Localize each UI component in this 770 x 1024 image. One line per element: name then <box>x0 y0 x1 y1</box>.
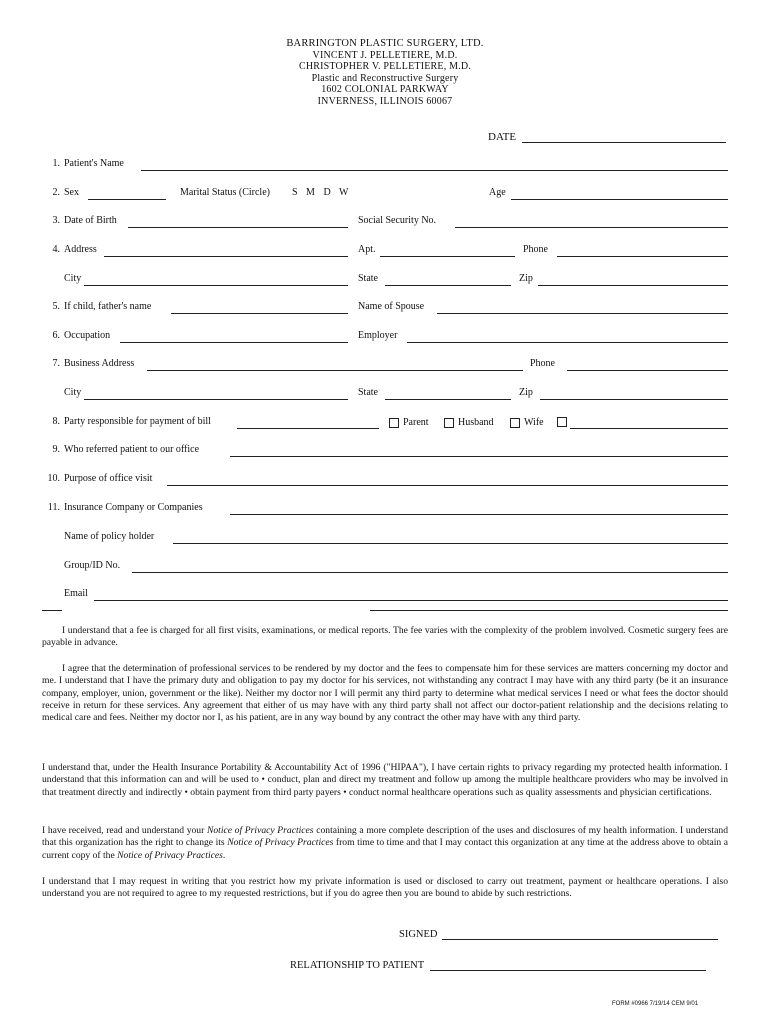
business-zip-label: Zip <box>519 387 533 398</box>
policy-holder-line[interactable] <box>173 531 728 544</box>
row-address <box>0 244 770 260</box>
agreement-text: I agree that the determination of professional services to be rendered by my doctor and the fees to compensate him for these services are matters concerning my doctor and me. I understand that I have the primary duty and obligation to pay my doctor for his services, not withstanding any contract I may have with any third party (be it an insurance company, employer, union, government or the like). Neither my doctor nor I will permit any third party to determine what medical services I need or what fees the doctor should receive in return for these services. Any agreement that either of us may have with any third party shall not affect our doctor-patient relationship and the decisions relating to medical care and fees. Neither my doctor nor I, as his patient, are in any way bound by any contract the other may have with any third party. <box>42 663 728 724</box>
hipaa-paragraph <box>42 762 728 799</box>
privacy-text-1: I have received, read and understand your <box>42 825 207 836</box>
dob-label: Date of Birth <box>64 215 117 226</box>
row-business-address <box>0 358 770 374</box>
business-state-line[interactable] <box>385 387 511 400</box>
privacy-notice-paragraph <box>42 825 728 862</box>
checkbox-icon <box>510 418 520 428</box>
purpose-line[interactable] <box>167 473 728 486</box>
form-footer-code: FORM #0966 7/19/14 CEM 9/01 <box>612 1001 699 1007</box>
city-label: City <box>64 273 82 284</box>
restrictions-paragraph <box>42 876 728 901</box>
divider-left <box>42 610 62 611</box>
other-checkbox[interactable] <box>557 417 571 427</box>
divider-right <box>370 610 728 611</box>
state-label: State <box>358 273 378 284</box>
spouse-label: Name of Spouse <box>358 301 425 312</box>
item-number: 8. <box>52 416 60 427</box>
doctor-name-1: VINCENT J. PELLETIERE, M.D. <box>312 49 458 61</box>
employer-label: Employer <box>358 330 398 341</box>
dob-line[interactable] <box>128 215 348 228</box>
doctor-name-2: CHRISTOPHER V. PELLETIERE, M.D. <box>298 61 472 72</box>
row-group-id <box>0 560 770 576</box>
row-insurance <box>0 502 770 518</box>
city-address: INVERNESS, ILLINOIS 60067 <box>317 95 453 107</box>
row-policy-holder <box>0 531 770 547</box>
marital-options[interactable]: S M D W <box>292 187 349 198</box>
signature-field <box>399 927 718 940</box>
business-phone-label: Phone <box>530 358 555 369</box>
row-business-city-state-zip <box>0 387 770 403</box>
insurance-line[interactable] <box>230 502 728 515</box>
ssn-line[interactable] <box>455 215 728 228</box>
hipaa-text: I understand that, under the Health Insurance Portability & Accountability Act of 1996 ("HIPAA"), I have certain rights to privacy regarding my protected health information. I understand that this information can and will be used to • conduct, plan and direct my treatment and follow up among the multiple healthcare providers who may be involved in that treatment directly and indirectly • obtain payment from third party payers • conduct normal healthcare operations such as quality assessments and physician certifications. <box>42 762 728 798</box>
signed-label: SIGNED <box>399 929 438 940</box>
privacy-notice-title-1: Notice of Privacy Practices <box>206 825 314 836</box>
address-label: Address <box>64 244 97 255</box>
policy-holder-label: Name of policy holder <box>64 531 155 542</box>
checkbox-icon <box>444 418 454 428</box>
row-father-spouse <box>0 301 770 317</box>
row-patient-name <box>0 158 770 174</box>
item-number: 2. <box>52 187 60 198</box>
phone-label: Phone <box>523 244 548 255</box>
row-email <box>0 588 770 604</box>
referral-line[interactable] <box>230 444 728 457</box>
apt-label: Apt. <box>358 244 376 255</box>
age-label: Age <box>489 187 506 198</box>
other-line[interactable] <box>570 416 728 429</box>
business-address-label: Business Address <box>64 358 135 369</box>
row-sex-marital-age <box>0 187 770 203</box>
city-line[interactable] <box>84 273 348 286</box>
privacy-text-3: from time to time and that I may contact this organization at any time at the address above to obtain a current copy of the <box>42 837 729 861</box>
row-dob-ssn <box>0 215 770 231</box>
phone-line[interactable] <box>557 244 728 257</box>
item-number: 7. <box>52 358 60 369</box>
street-address: 1602 COLONIAL PARKWAY <box>321 84 449 95</box>
business-city-line[interactable] <box>84 387 348 400</box>
row-city-state-zip <box>0 273 770 289</box>
husband-checkbox[interactable] <box>444 417 494 428</box>
sex-label: Sex <box>64 187 79 198</box>
row-purpose <box>0 473 770 489</box>
responsible-party-line[interactable] <box>237 416 379 429</box>
date-field <box>488 130 726 143</box>
restrictions-text: I understand that I may request in writing that you restrict how my private information is used or disclosed to carry out treatment, payment or healthcare operations. I also understand you are not required to agree to my requested restrictions, but if you do agree then you are bound to abide by such restrictions. <box>42 876 728 900</box>
business-city-label: City <box>64 387 82 398</box>
item-number: 11. <box>47 502 60 513</box>
relationship-label: RELATIONSHIP TO PATIENT <box>290 960 425 971</box>
signature-line[interactable] <box>442 927 718 940</box>
age-line[interactable] <box>511 187 728 200</box>
item-number: 3. <box>52 215 60 226</box>
specialty: Plastic and Reconstructive Surgery <box>311 72 459 84</box>
privacy-notice-title-3: Notice of Privacy Practices <box>117 849 223 861</box>
address-line[interactable] <box>104 244 348 257</box>
item-number: 6. <box>52 330 60 341</box>
purpose-label: Purpose of office visit <box>64 473 153 484</box>
business-state-label: State <box>358 387 378 398</box>
date-input-line[interactable] <box>522 130 726 143</box>
privacy-text-4: . <box>222 849 226 861</box>
item-number: 10. <box>47 473 60 484</box>
email-label: Email <box>64 588 88 599</box>
checkbox-icon <box>389 418 399 428</box>
item-number: 9. <box>52 444 60 455</box>
occupation-line[interactable] <box>120 330 348 343</box>
responsible-party-label: Party responsible for payment of bill <box>64 416 211 427</box>
group-id-line[interactable] <box>132 560 728 573</box>
insurance-label: Insurance Company or Companies <box>64 502 203 513</box>
fee-paragraph <box>42 625 728 650</box>
marital-status-label: Marital Status (Circle) <box>180 187 270 198</box>
employer-line[interactable] <box>407 330 728 343</box>
relationship-line[interactable] <box>430 958 706 971</box>
parent-checkbox[interactable] <box>389 417 429 428</box>
agreement-paragraph <box>42 663 728 724</box>
business-phone-line[interactable] <box>567 358 728 371</box>
item-number: 4. <box>52 244 60 255</box>
ssn-label: Social Security No. <box>358 215 437 226</box>
patient-name-line[interactable] <box>141 158 728 171</box>
email-line[interactable] <box>94 588 728 601</box>
relationship-field <box>290 958 706 971</box>
wife-label: Wife <box>524 417 544 428</box>
spouse-line[interactable] <box>437 301 728 314</box>
fee-text: I understand that a fee is charged for all first visits, examinations, or medical reports. The fee varies with the complexity of the problem involved. Cosmetic surgery fees are payable in advance. <box>42 625 728 649</box>
item-number: 1. <box>52 158 60 169</box>
letterhead <box>0 38 770 107</box>
row-occupation-employer <box>0 330 770 346</box>
checkbox-icon <box>557 417 567 427</box>
item-number: 5. <box>52 301 60 312</box>
firm-name: BARRINGTON PLASTIC SURGERY, LTD. <box>286 38 484 49</box>
patient-name-label: Patient's Name <box>64 158 124 169</box>
zip-label: Zip <box>519 273 533 284</box>
sex-line[interactable] <box>88 187 166 200</box>
row-responsible-party <box>0 416 770 432</box>
parent-label: Parent <box>403 417 429 428</box>
zip-line[interactable] <box>538 273 728 286</box>
privacy-text-2: containing a more complete description of the uses and disclosures of my health information. I understand that this organization has the right to change its <box>42 825 728 849</box>
husband-label: Husband <box>458 417 494 428</box>
referral-label: Who referred patient to our office <box>64 444 200 455</box>
privacy-notice-title-2: Notice of Privacy Practices <box>227 837 334 849</box>
father-name-line[interactable] <box>171 301 348 314</box>
father-name-label: If child, father's name <box>64 301 152 312</box>
row-referral <box>0 444 770 460</box>
apt-line[interactable] <box>380 244 515 257</box>
state-line[interactable] <box>385 273 511 286</box>
group-id-label: Group/ID No. <box>64 560 121 571</box>
date-label: DATE <box>488 131 517 143</box>
business-address-line[interactable] <box>147 358 523 371</box>
occupation-label: Occupation <box>64 330 111 341</box>
business-zip-line[interactable] <box>540 387 728 400</box>
wife-checkbox[interactable] <box>510 417 544 428</box>
